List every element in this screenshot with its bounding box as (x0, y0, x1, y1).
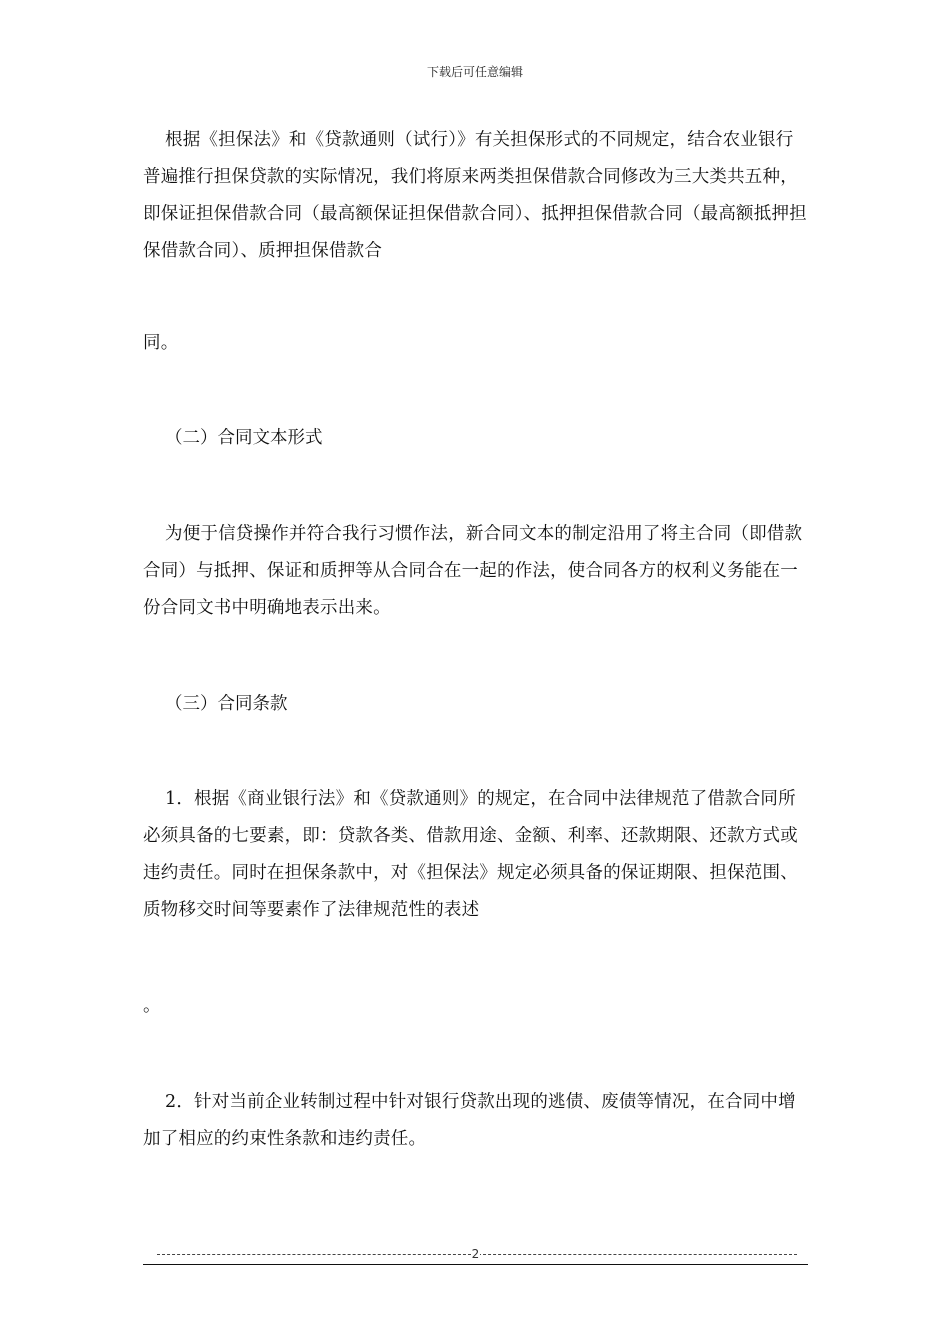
paragraph-clause-1: 1．根据《商业银行法》和《贷款通则》的规定，在合同中法律规范了借款合同所必须具备的七要素，即：贷款各类、借款用途、金额、利率、还款期限、还款方式或违约责任。同时在担保条款中，对《担保法》规定必须具备的保证期限、担保范围、质物移交时间等要素作了法律规范性的表述 (143, 789, 798, 920)
page-footer (143, 1245, 808, 1265)
page-header: 下载后可任意编辑 (426, 65, 523, 79)
paragraph-clause-1-end: 。 (143, 996, 161, 1016)
footer-rule (143, 1264, 808, 1265)
section-heading-text-form: （二）合同文本形式 (165, 428, 323, 448)
footer-page-number (143, 1245, 808, 1263)
paragraph-guarantee-forms: 根据《担保法》和《贷款通则（试行）》有关担保形式的不同规定，结合农业银行普遍推行担保贷款的实际情况，我们将原来两类担保借款合同修改为三大类共五种，即保证担保借款合同（最高额保证担保借款合同）、抵押担保借款合同（最高额抵押担保借款合同）、质押担保借款合 (143, 130, 807, 261)
page-number: 2 (471, 1247, 480, 1261)
paragraph-continuation: 同。 (143, 333, 179, 353)
section-heading-clauses: （三）合同条款 (165, 694, 288, 714)
paragraph-text-form: 为便于信贷操作并符合我行习惯作法，新合同文本的制定沿用了将主合同（即借款合同）与抵押、保证和质押等从合同合在一起的作法，使合同各方的权利义务能在一份合同文书中明确地表示出来。 (143, 524, 803, 618)
paragraph-clause-2: 2．针对当前企业转制过程中针对银行贷款出现的逃债、废债等情况，在合同中增加了相应的约束性条款和违约责任。 (143, 1092, 796, 1149)
